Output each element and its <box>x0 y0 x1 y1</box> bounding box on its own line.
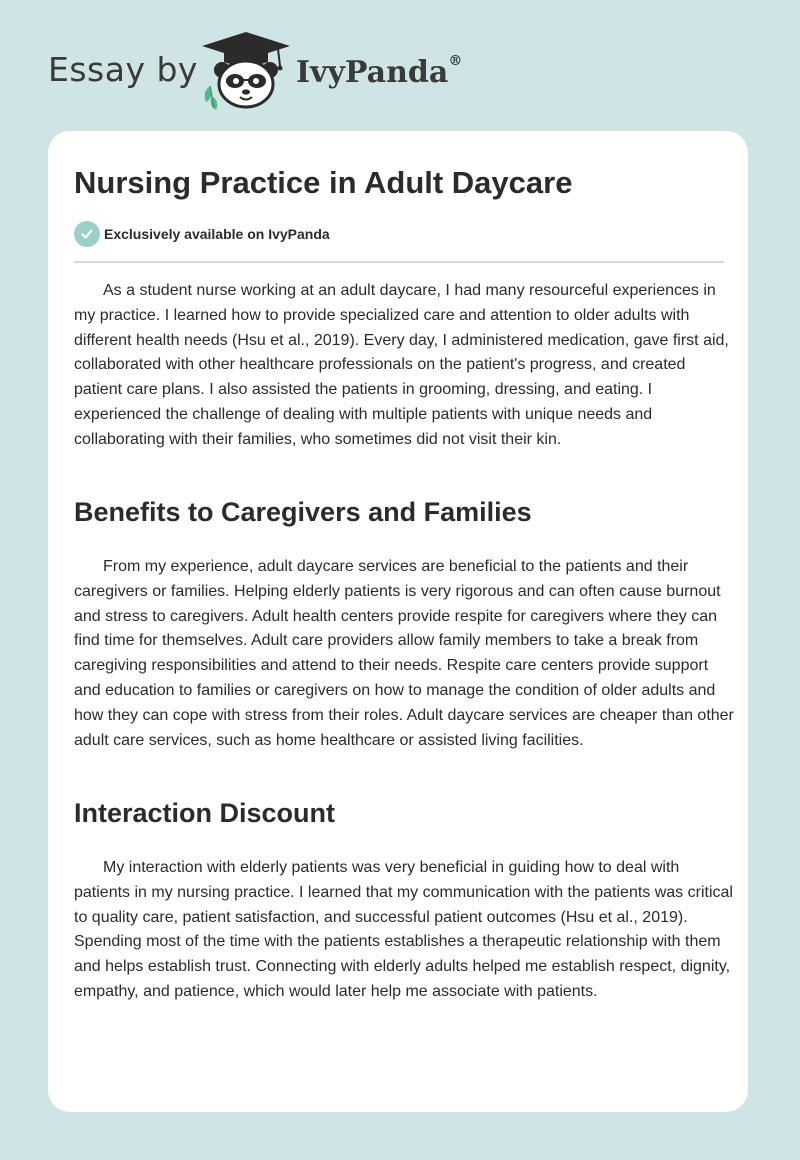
brand-name-text: IvyPanda <box>296 55 449 90</box>
intro-paragraph: As a student nurse working at an adult daycare, I had many resourceful experiences in my practice. I learned how to provide specialized care and attention to older adults with different health needs (Hsu et al., 2019). Every day, I administered medication, gave first aid, collaborated with other healthcare professionals on the patient's progress, and created patient care plans. I also assisted the patients in grooming, dressing, and eating. I experienced the challenge of dealing with multiple patients with unique needs and collaborating with their families, who sometimes did not visit their kin. <box>74 282 729 448</box>
site-header <box>0 0 800 120</box>
panda-graduate-icon[interactable] <box>198 30 294 110</box>
essay-card <box>48 131 748 1112</box>
divider <box>74 261 724 263</box>
registered-mark: ® <box>448 53 463 69</box>
section-heading-benefits: Benefits to Caregivers and Families <box>74 497 532 527</box>
interaction-paragraph: My interaction with elderly patients was very beneficial in guiding how to deal with patients in my nursing practice. I learned that my communication with the patients was critical to quality care, patient satisfaction, and successful patient outcomes (Hsu et al., 2019). Spending most of the time with the patients establishes a therapeutic relationship with them and helps establish trust. Connecting with elderly adults helped me establish respect, dignity, empathy, and patience, which would later help me associate with patients. <box>74 859 733 1000</box>
badge-text: Exclusively available on IvyPanda <box>104 226 330 242</box>
section-heading-interaction: Interaction Discount <box>74 798 336 828</box>
exclusive-badge <box>74 221 330 247</box>
benefits-paragraph: From my experience, adult daycare services are beneficial to the patients and their caregivers or families. Helping elderly patients is very rigorous and can often cause burnout and stress to caregivers. Adult health centers provide respite for caregivers where they can find time for themselves. Adult care providers allow family members to take a break from caregiving responsibilities and attend to their needs. Respite care centers provide support and education to families or caregivers on how to manage the condition of older adults and how they can cope with stress from their roles. Adult daycare services are cheaper than other adult care services, such as home healthcare or assisted living facilities. <box>74 558 734 749</box>
page-title: Nursing Practice in Adult Daycare <box>74 165 573 200</box>
brand-name[interactable] <box>296 55 462 90</box>
brand-prefix: Essay by <box>48 50 198 89</box>
check-icon <box>74 221 100 247</box>
